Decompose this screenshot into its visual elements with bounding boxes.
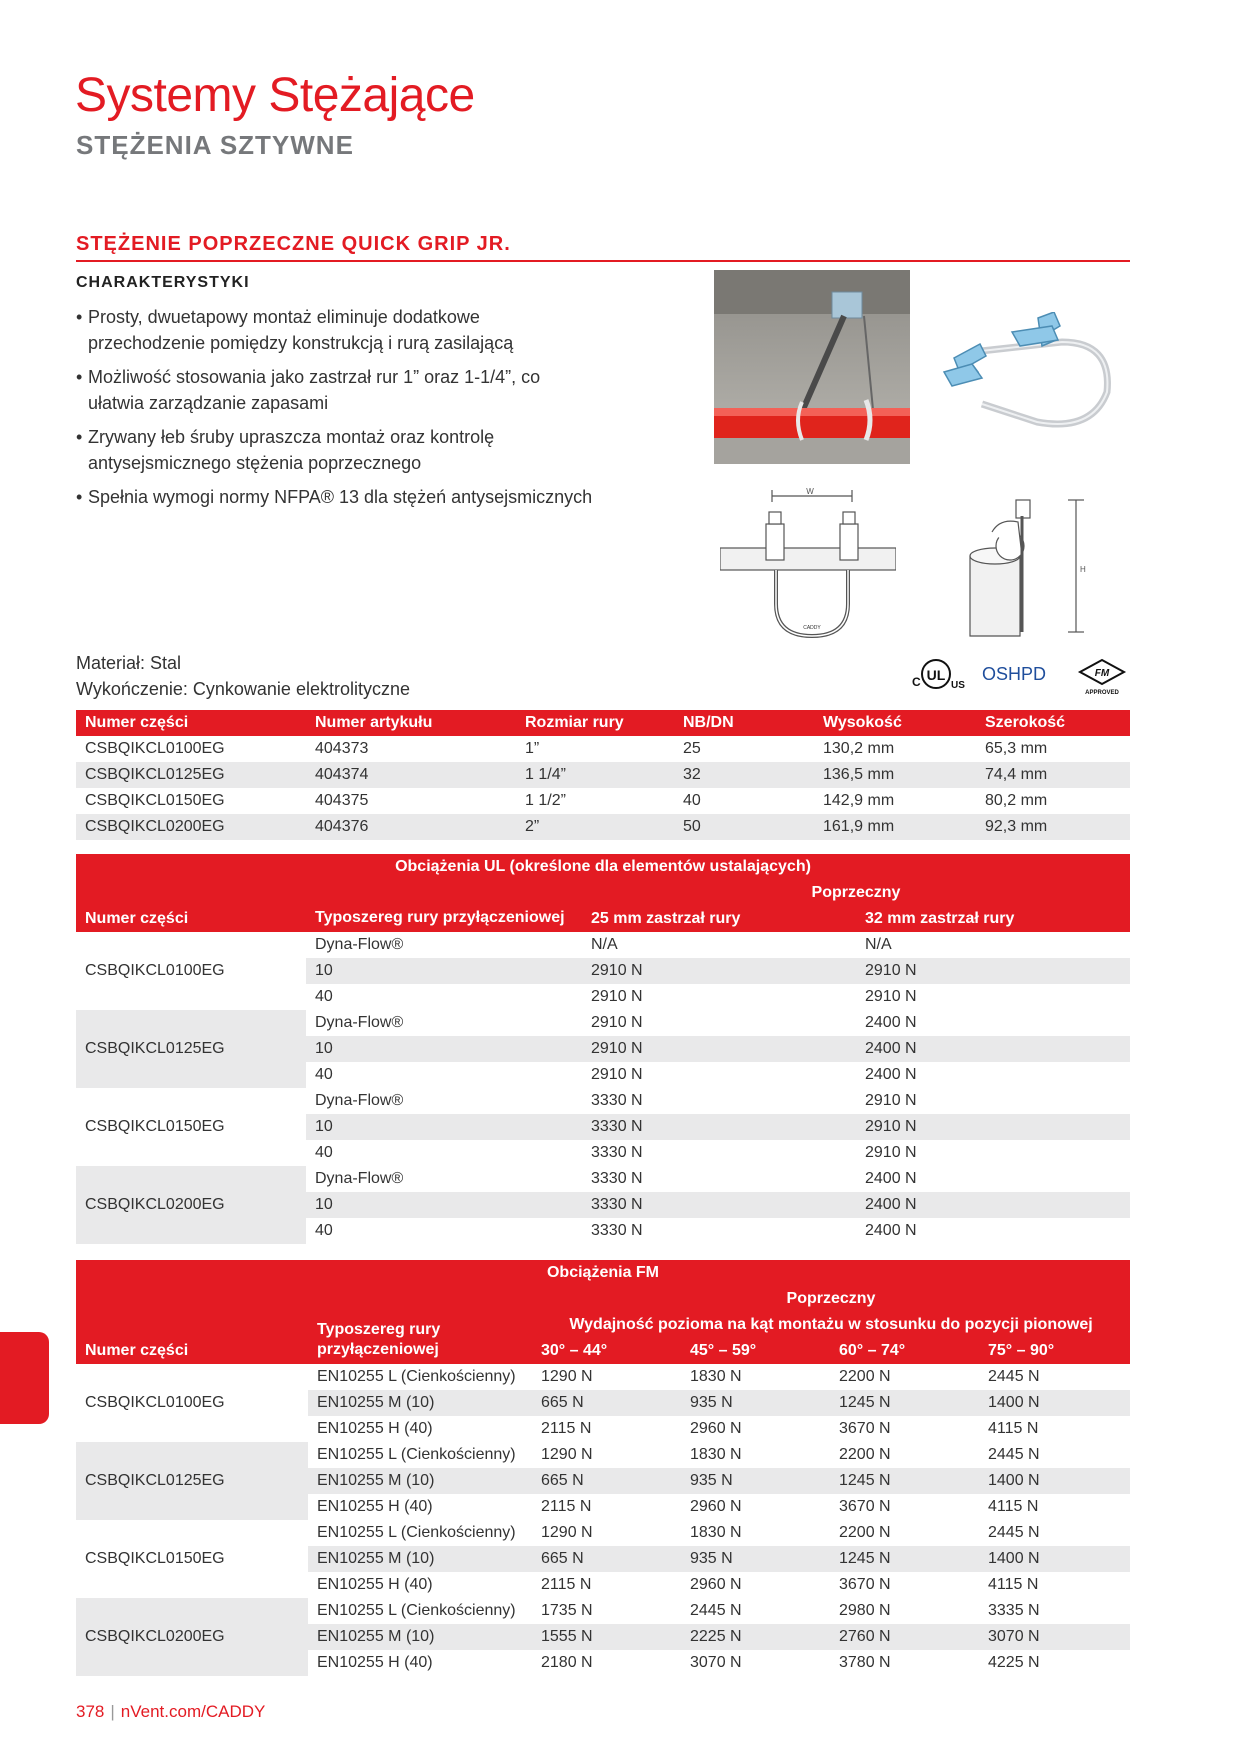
table-cell: 2910 N	[591, 988, 643, 1005]
ul-logo-us: US	[951, 680, 965, 691]
table-cell: 1400 N	[979, 1468, 1130, 1494]
table-cell: 2910 N	[591, 1014, 643, 1031]
table-cell: EN10255 L (Cienkościenny)	[317, 1446, 516, 1463]
features-list	[76, 304, 596, 518]
table-cell: 1400 N	[979, 1546, 1130, 1572]
table-cell: 2960 N	[690, 1576, 742, 1593]
table-cell: EN10255 H (40)	[317, 1420, 433, 1437]
ul-logo-c: C	[912, 675, 921, 689]
width-dimension-label: W	[806, 487, 814, 496]
table-cell: 1400 N	[979, 1390, 1130, 1416]
table-cell: 2910 N	[582, 958, 856, 984]
part-number-cell: CSBQIKCL0150EG	[76, 1088, 306, 1166]
col-header-32mm: 32 mm zastrzał rury	[856, 906, 1130, 932]
feature-item: • Możliwość stosowania jako zastrzał rur 1” oraz 1-1/4”, co ułatwia zarządzanie zapasami	[76, 364, 596, 416]
table-cell: 4115 N	[988, 1498, 1039, 1515]
table-cell: 40	[315, 1222, 333, 1239]
col-header-angle: 45° – 59°	[681, 1338, 830, 1364]
table-cell: 161,9 mm	[814, 814, 976, 840]
table-cell: EN10255 L (Cienkościenny)	[317, 1368, 516, 1385]
table-cell: 80,2 mm	[985, 792, 1048, 809]
table-cell: 1290 N	[541, 1368, 593, 1385]
table-cell: Dyna-Flow®	[315, 936, 404, 953]
table-cell: 3330 N	[582, 1114, 856, 1140]
oshpd-logo: OSHPD	[982, 664, 1047, 684]
table-cell: 40	[315, 988, 333, 1005]
table-cell: 404376	[306, 814, 516, 840]
technical-drawing-side	[960, 486, 1100, 642]
part-number-cell: CSBQIKCL0100EG	[76, 932, 306, 1010]
table-cell: 10	[306, 1114, 582, 1140]
table-cell: EN10255 M (10)	[308, 1546, 532, 1572]
table-cell: 3070 N	[690, 1654, 742, 1671]
col-header-angle: 60° – 74°	[830, 1338, 979, 1364]
col-header-capacity: Wydajność pozioma na kąt montażu w stosunku do pozycji pionowej	[532, 1312, 1130, 1338]
ul-table-title: Obciążenia UL (określone dla elementów ustalających)	[76, 854, 1130, 880]
table-cell: 1830 N	[690, 1524, 742, 1541]
table-cell: 2400 N	[865, 1014, 917, 1031]
table-cell: 3330 N	[591, 1170, 643, 1187]
table-cell: 40	[683, 792, 701, 809]
table-cell: EN10255 L (Cienkościenny)	[317, 1602, 516, 1619]
table-cell: 1245 N	[830, 1390, 979, 1416]
table-row	[76, 932, 1130, 958]
col-header: Numer artykułu	[306, 710, 516, 736]
col-header-angle: 75° – 90°	[979, 1338, 1130, 1364]
table-cell: 935 N	[681, 1546, 830, 1572]
table-cell: 136,5 mm	[814, 762, 976, 788]
table-cell: 404373	[315, 740, 369, 757]
page-subtitle: STĘŻENIA SZTYWNE	[76, 130, 354, 160]
table-cell: N/A	[591, 936, 618, 953]
col-header-transverse: Poprzeczny	[582, 880, 1130, 906]
table-cell: 2400 N	[856, 1192, 1130, 1218]
table-cell: 2400 N	[865, 1222, 917, 1239]
table-cell: 1555 N	[532, 1624, 681, 1650]
table-cell: 935 N	[681, 1390, 830, 1416]
table-cell: 32	[674, 762, 814, 788]
table-cell: N/A	[865, 936, 892, 953]
table-cell: CSBQIKCL0100EG	[85, 740, 225, 757]
table-cell: 3670 N	[839, 1498, 891, 1515]
table-cell: 2200 N	[839, 1446, 891, 1463]
col-header-transverse: Poprzeczny	[532, 1286, 1130, 1312]
table-row	[76, 1010, 1130, 1036]
table-cell: EN10255 M (10)	[308, 1390, 532, 1416]
ul-logo	[912, 660, 965, 691]
table-cell: 2400 N	[856, 1036, 1130, 1062]
col-header: Numer części	[76, 710, 306, 736]
table-cell: 2910 N	[865, 1144, 917, 1161]
table-cell: EN10255 M (10)	[308, 1624, 532, 1650]
part-number-cell: CSBQIKCL0150EG	[76, 1520, 308, 1598]
feature-item: • Zrywany łeb śruby upraszcza montaż oraz kontrolę antysejsmicznego stężenia poprzecznego	[76, 424, 596, 476]
table-cell: 2910 N	[591, 1066, 643, 1083]
table-cell: 40	[315, 1066, 333, 1083]
table-cell: 130,2 mm	[823, 740, 895, 757]
table-cell: 3780 N	[839, 1654, 891, 1671]
page-footer	[76, 1702, 265, 1722]
table-cell: 665 N	[532, 1390, 681, 1416]
col-header-series: Typoszereg rury przyłączeniowej	[306, 880, 582, 932]
table-cell: 1245 N	[830, 1468, 979, 1494]
table-cell: 2115 N	[541, 1498, 592, 1515]
table-row	[76, 1442, 1130, 1468]
table-cell: 4115 N	[988, 1576, 1039, 1593]
table-cell: 65,3 mm	[985, 740, 1048, 757]
table-cell: Dyna-Flow®	[315, 1014, 404, 1031]
table-cell: 10	[306, 958, 582, 984]
chapter-tab	[0, 1332, 49, 1424]
table-row	[76, 1166, 1130, 1192]
table-cell: 665 N	[532, 1468, 681, 1494]
fm-logo-text: FM	[1094, 668, 1110, 679]
table-row	[76, 1598, 1130, 1624]
table-cell: 1 1/4”	[516, 762, 674, 788]
table-cell: EN10255 H (40)	[317, 1576, 433, 1593]
product-title: STĘŻENIE POPRZECZNE QUICK GRIP JR.	[76, 233, 511, 255]
table-cell: 4115 N	[988, 1420, 1039, 1437]
table-cell: CSBQIKCL0200EG	[76, 814, 306, 840]
col-header: Rozmiar rury	[516, 710, 674, 736]
ul-loads-table	[76, 854, 1130, 1244]
table-cell: 1290 N	[541, 1446, 593, 1463]
material-text: Materiał: Stal	[76, 653, 182, 673]
page-number: 378	[76, 1702, 105, 1721]
part-number-cell: CSBQIKCL0125EG	[76, 1010, 306, 1088]
table-cell: 50	[674, 814, 814, 840]
col-header-25mm: 25 mm zastrzał rury	[582, 906, 856, 932]
col-header-part: Numer części	[76, 880, 306, 932]
fm-approved-text: APPROVED	[1085, 690, 1119, 696]
feature-item: • Spełnia wymogi normy NFPA® 13 dla stężeń antysejsmicznych	[76, 484, 596, 510]
table-cell: 10	[306, 1036, 582, 1062]
table-cell: 3330 N	[591, 1092, 643, 1109]
table-cell: 2760 N	[830, 1624, 979, 1650]
height-dimension-label: H	[1080, 565, 1086, 574]
table-cell: 2400 N	[865, 1170, 917, 1187]
fm-table-title: Obciążenia FM	[76, 1260, 1130, 1286]
table-cell: 1 1/2”	[525, 792, 566, 809]
table-cell: 2445 N	[988, 1368, 1040, 1385]
stamp-label: CADDY	[803, 625, 821, 631]
feature-item: • Prosty, dwuetapowy montaż eliminuje dodatkowe przechodzenie pomiędzy konstrukcją i rurą zasilającą	[76, 304, 596, 356]
material-info	[76, 650, 410, 702]
technical-drawing-front	[720, 486, 896, 642]
table-cell: 2910 N	[856, 958, 1130, 984]
table-cell: 1245 N	[830, 1546, 979, 1572]
table-row	[76, 1520, 1130, 1546]
table-cell: 3070 N	[979, 1624, 1130, 1650]
table-row	[76, 788, 1130, 814]
table-cell: 665 N	[532, 1546, 681, 1572]
table-cell: 2445 N	[690, 1602, 742, 1619]
table-cell: 3670 N	[839, 1420, 891, 1437]
table-cell: 2910 N	[865, 1092, 917, 1109]
table-cell: 4225 N	[988, 1654, 1040, 1671]
table-cell: 2180 N	[541, 1654, 593, 1671]
table-cell: 2225 N	[681, 1624, 830, 1650]
table-cell: 2445 N	[988, 1524, 1040, 1541]
table-cell: 935 N	[681, 1468, 830, 1494]
table-cell: 404374	[306, 762, 516, 788]
table-cell: 2910 N	[856, 1114, 1130, 1140]
table-cell: 3330 N	[591, 1144, 643, 1161]
table-cell: Dyna-Flow®	[315, 1170, 404, 1187]
product-photo	[942, 312, 1120, 442]
table-cell: EN10255 L (Cienkościenny)	[317, 1524, 516, 1541]
table-row	[76, 1364, 1130, 1390]
table-cell: 74,4 mm	[976, 762, 1130, 788]
table-row	[76, 736, 1130, 762]
col-header: Wysokość	[814, 710, 976, 736]
table-cell: Dyna-Flow®	[315, 1092, 404, 1109]
table-cell: 1”	[525, 740, 540, 757]
installation-photo	[714, 270, 910, 464]
table-cell: 2200 N	[839, 1524, 891, 1541]
dimensions-table	[76, 710, 1130, 840]
table-cell: 2910 N	[582, 1036, 856, 1062]
part-number-cell: CSBQIKCL0125EG	[76, 1442, 308, 1520]
table-cell: 3330 N	[582, 1192, 856, 1218]
certification-logos	[900, 652, 1130, 696]
table-cell: 10	[306, 1192, 582, 1218]
table-cell: 1735 N	[541, 1602, 593, 1619]
table-cell: EN10255 M (10)	[308, 1468, 532, 1494]
features-heading: CHARAKTERYSTYKI	[76, 274, 250, 291]
footer-website: nVent.com/CADDY	[120, 1702, 266, 1721]
table-cell: 2115 N	[541, 1576, 592, 1593]
col-header-series: Typoszereg rury przyłączeniowej	[308, 1286, 532, 1364]
table-cell: 40	[315, 1144, 333, 1161]
section-divider	[76, 260, 1130, 262]
table-cell: 2400 N	[865, 1066, 917, 1083]
table-cell: CSBQIKCL0150EG	[85, 792, 225, 809]
page-title: Systemy Stężające	[75, 69, 475, 122]
footer-separator: |	[110, 1702, 115, 1721]
fm-approved-logo	[1080, 660, 1124, 696]
col-header-part: Numer części	[76, 1286, 308, 1364]
table-cell: 2960 N	[690, 1420, 742, 1437]
table-cell: 2445 N	[988, 1446, 1040, 1463]
table-row	[76, 1088, 1130, 1114]
ul-logo-text: UL	[926, 667, 946, 683]
table-cell: 2”	[516, 814, 674, 840]
table-cell: 1830 N	[690, 1368, 742, 1385]
fm-loads-table	[76, 1260, 1130, 1676]
table-cell: 92,3 mm	[976, 814, 1130, 840]
table-cell: 1290 N	[541, 1524, 593, 1541]
table-cell: 3330 N	[591, 1222, 643, 1239]
table-cell: EN10255 H (40)	[317, 1498, 433, 1515]
table-cell: 2910 N	[865, 988, 917, 1005]
part-number-cell: CSBQIKCL0200EG	[76, 1598, 308, 1676]
part-number-cell: CSBQIKCL0200EG	[76, 1166, 306, 1244]
table-cell: 2960 N	[690, 1498, 742, 1515]
table-cell: 2200 N	[839, 1368, 891, 1385]
table-cell: EN10255 H (40)	[317, 1654, 433, 1671]
table-row	[76, 762, 1130, 788]
table-cell: 142,9 mm	[823, 792, 895, 809]
table-cell: 3670 N	[839, 1576, 891, 1593]
finish-text: Wykończenie: Cynkowanie elektrolityczne	[76, 679, 410, 699]
table-cell: CSBQIKCL0125EG	[76, 762, 306, 788]
table-cell: 404375	[315, 792, 369, 809]
table-cell: 2980 N	[839, 1602, 891, 1619]
table-row	[76, 814, 1130, 840]
part-number-cell: CSBQIKCL0100EG	[76, 1364, 308, 1442]
table-cell: 2115 N	[541, 1420, 592, 1437]
table-cell: 1830 N	[690, 1446, 742, 1463]
col-header: NB/DN	[674, 710, 814, 736]
col-header: Szerokość	[976, 710, 1130, 736]
table-cell: 25	[683, 740, 701, 757]
col-header-angle: 30° – 44°	[532, 1338, 681, 1364]
table-cell: 3335 N	[988, 1602, 1040, 1619]
